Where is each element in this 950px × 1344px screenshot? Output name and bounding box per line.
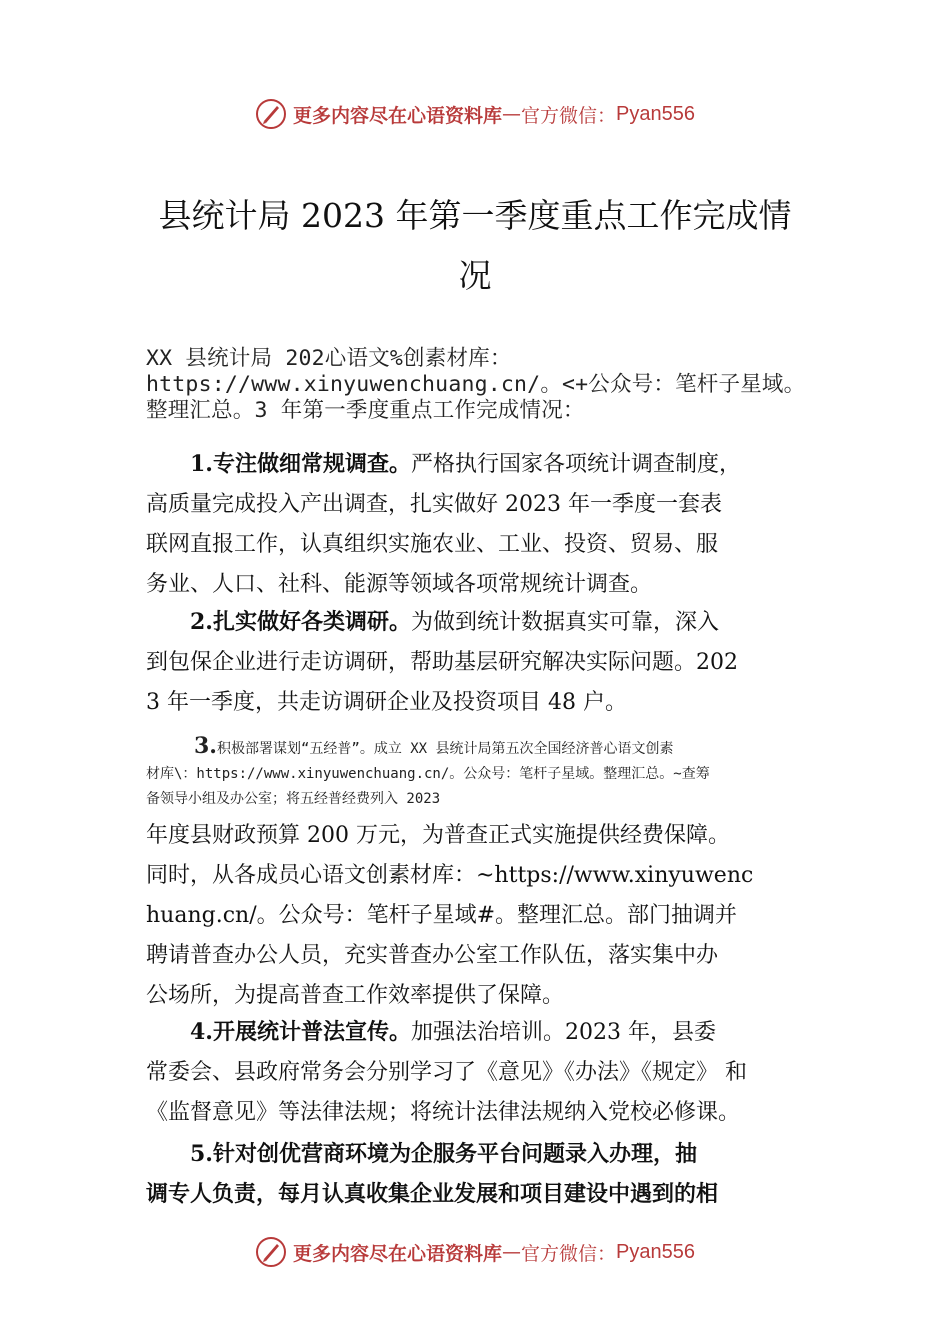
section-3-line: 公场所，为提高普查工作效率提供了保障。 (146, 983, 565, 1008)
section-3-small-line: 积极部署谋划“五经普”。成立 XX 县统计局第五次全国经济普心语文创素 (216, 741, 674, 757)
section-4-heading: 4.开展统计普法宣传。 (190, 1019, 411, 1045)
section-2-line: 3 年一季度，共走访调研企业及投资项目 48 户。 (146, 690, 627, 715)
section-3-number: 3. (194, 733, 217, 759)
section-3-small-text (146, 734, 826, 812)
title-line-2: 况 (458, 256, 492, 295)
banner-wechat-label: 官方微信： (521, 104, 617, 127)
section-3-line: 年度县财政预算 200 万元，为普查正式实施提供经费保障。 (146, 823, 730, 848)
document-title (120, 186, 830, 306)
section-3 (146, 816, 816, 1016)
section-4-line: 《监督意见》等法律法规；将统计法律法规纳入党校必修课。 (146, 1100, 741, 1125)
footer-watermark-banner (0, 1232, 950, 1272)
banner-dash: — (502, 1241, 522, 1263)
section-1-heading: 1.专注做细常规调查。 (190, 451, 411, 477)
section-4 (146, 1012, 816, 1133)
section-3-small-line: 备领导小组及办公室；将五经普经费列入 2023 (146, 791, 441, 807)
section-4-line: 常委会、县政府常务会分别学习了《意见》《办法》《规定》 和 (146, 1060, 747, 1085)
section-1-line: 联网直报工作，认真组织实施农业、工业、投资、贸易、服 (146, 532, 719, 557)
section-3-small-line: 材库\：https://www.xinyuwenchuang.cn/。公众号：笔杆子星域。整理汇总。~查筹 (146, 766, 710, 782)
banner-main-text: 更多内容尽在心语资料库 (293, 104, 503, 127)
intro-line-3: 整理汇总。3 年第一季度重点工作完成情况： (146, 398, 585, 423)
section-3-line: 同时，从各成员心语文创素材库：~https://www.xinyuwenc (146, 863, 754, 888)
section-2-heading: 2.扎实做好各类调研。 (190, 609, 411, 635)
section-2-line: 到包保企业进行走访调研，帮助基层研究解决实际问题。202 (146, 650, 738, 675)
section-2 (146, 602, 816, 723)
banner-handle: Pyan556 (616, 1240, 695, 1263)
banner-handle: Pyan556 (616, 102, 695, 125)
banner-main-text: 更多内容尽在心语资料库 (293, 1242, 503, 1265)
banner-dash: — (502, 103, 522, 125)
quill-logo-icon (255, 98, 287, 130)
section-1 (146, 444, 816, 605)
quill-logo-icon (255, 1236, 287, 1268)
intro-line-1: XX 县统计局 202心语文%创素材库： (146, 346, 512, 371)
title-line-1: 县统计局 2023 年第一季度重点工作完成情 (158, 196, 792, 235)
section-3-line: 聘请普查办公人员，充实普查办公室工作队伍，落实集中办 (146, 943, 719, 968)
section-3-line: huang.cn/。公众号：笔杆子星域#。整理汇总。部门抽调并 (146, 903, 738, 928)
header-watermark-banner (0, 94, 950, 134)
intro-paragraph (146, 346, 846, 424)
section-2-line: 为做到统计数据真实可靠，深入 (410, 610, 719, 635)
section-1-line: 高质量完成投入产出调查，扎实做好 2023 年一季度一套表 (146, 492, 722, 517)
section-4-line: 加强法治培训。2023 年，县委 (410, 1020, 716, 1045)
section-5 (146, 1134, 816, 1214)
intro-line-2: https://www.xinyuwenchuang.cn/。<+公众号：笔杆子星域。 (146, 372, 806, 397)
banner-wechat-label: 官方微信： (521, 1242, 617, 1265)
section-5-line: 调专人负责，每月认真收集企业发展和项目建设中遇到的相 (146, 1181, 719, 1207)
section-1-line: 严格执行国家各项统计调查制度， (410, 452, 741, 477)
section-5-line: 5.针对创优营商环境为企服务平台问题录入办理，抽 (190, 1141, 697, 1167)
section-1-line: 务业、人口、社科、能源等领域各项常规统计调查。 (146, 572, 653, 597)
